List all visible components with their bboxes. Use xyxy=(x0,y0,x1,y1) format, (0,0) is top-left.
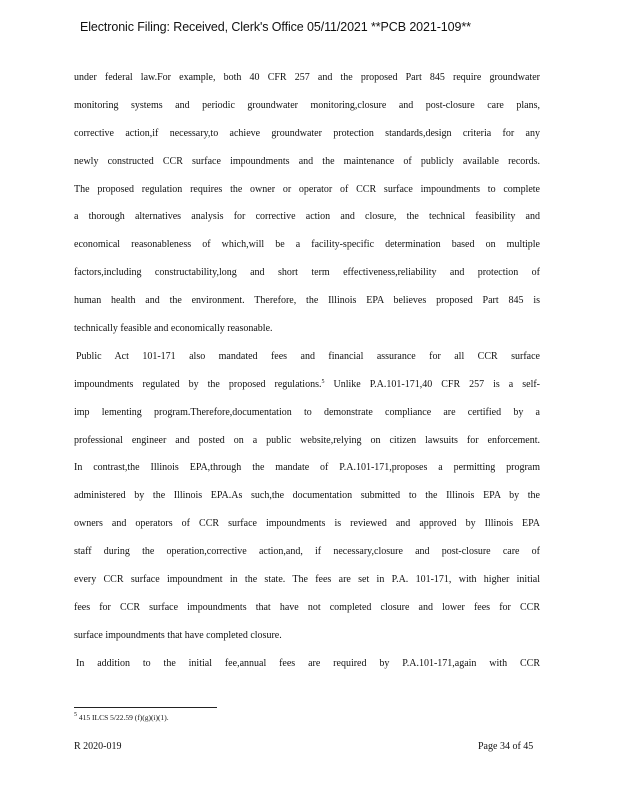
body-line: Public Act 101-171 also mandated fees and financial assurance for all CCR surface xyxy=(76,350,540,362)
body-line: owners and operators of CCR surface impoundments is reviewed and approved by Illinois EPA xyxy=(74,518,540,530)
body-line: under federal law.For example, both 40 CFR 257 and the proposed Part 845 require groundwater xyxy=(74,72,540,83)
body-line: newly constructed CCR surface impoundments and the maintenance of publicly available records. xyxy=(74,155,540,167)
body-line-with-footnote xyxy=(74,378,540,406)
body-line: In contrast,the Illinois EPA,through the mandate of P.A.101-171,proposes a permitting program xyxy=(74,462,540,474)
body-line: factors,including constructability,long and short term effectiveness,reliability and protection of xyxy=(74,267,540,279)
body-text xyxy=(74,71,540,685)
body-line: every CCR surface impoundment in the state. The fees are set in P.A. 101-171, with higher initial xyxy=(74,574,540,586)
body-line: technically feasible and economically reasonable. xyxy=(74,323,273,335)
body-line: staff during the operation,corrective action,and, if necessary,closure and post-closure care of xyxy=(74,546,540,558)
body-line: imp lementing program.Therefore,documentation to demonstrate compliance are certified by a xyxy=(74,406,540,418)
body-line: The proposed regulation requires the owner or operator of CCR surface impoundments to complete xyxy=(74,183,540,195)
body-line: human health and the environment. Therefore, the Illinois EPA believes proposed Part 845 is xyxy=(74,295,540,307)
body-line: In addition to the initial fee,annual fees are required by P.A.101-171,again with CCR xyxy=(76,657,540,669)
page-number: Page 34 of 45 xyxy=(478,741,534,752)
body-line: economical reasonableness of which,will be a facility-specific determination based on multiple xyxy=(74,239,540,251)
body-line: monitoring systems and periodic groundwater monitoring,closure and post-closure care plans, xyxy=(74,99,540,111)
body-line: fees for CCR surface impoundments that have not completed closure and lower fees for CCR xyxy=(74,601,540,613)
body-line: a thorough alternatives analysis for corrective action and closure, the technical feasibility and xyxy=(74,211,540,223)
body-line: professional engineer and posted on a public website,relying on citizen lawsuits for enforcement. xyxy=(74,434,540,446)
footnote-text: 415 ILCS 5/22.59 (f)(g)(i)(1). xyxy=(77,713,169,722)
footnote-reference: 5 xyxy=(321,378,325,385)
filing-header: Electronic Filing: Received, Clerk's Office 05/11/2021 **PCB 2021-109** xyxy=(80,20,471,34)
footnote-marker: 5 xyxy=(74,712,77,718)
body-line: administered by the Illinois EPA.As such,the documentation submitted to the Illinois EPA by the xyxy=(74,490,540,502)
body-line-text: Unlike P.A.101-171,40 CFR 257 is a self- xyxy=(324,378,541,390)
docket-number: R 2020-019 xyxy=(74,741,122,752)
footnote xyxy=(74,713,169,722)
body-line: corrective action,if necessary,to achieve groundwater protection standards,design criteria for any xyxy=(74,127,540,139)
body-line: surface impoundments that have completed closure. xyxy=(74,629,282,641)
body-line-text: impoundments regulated by the proposed regulations. xyxy=(74,378,322,390)
footnote-divider xyxy=(74,707,217,708)
